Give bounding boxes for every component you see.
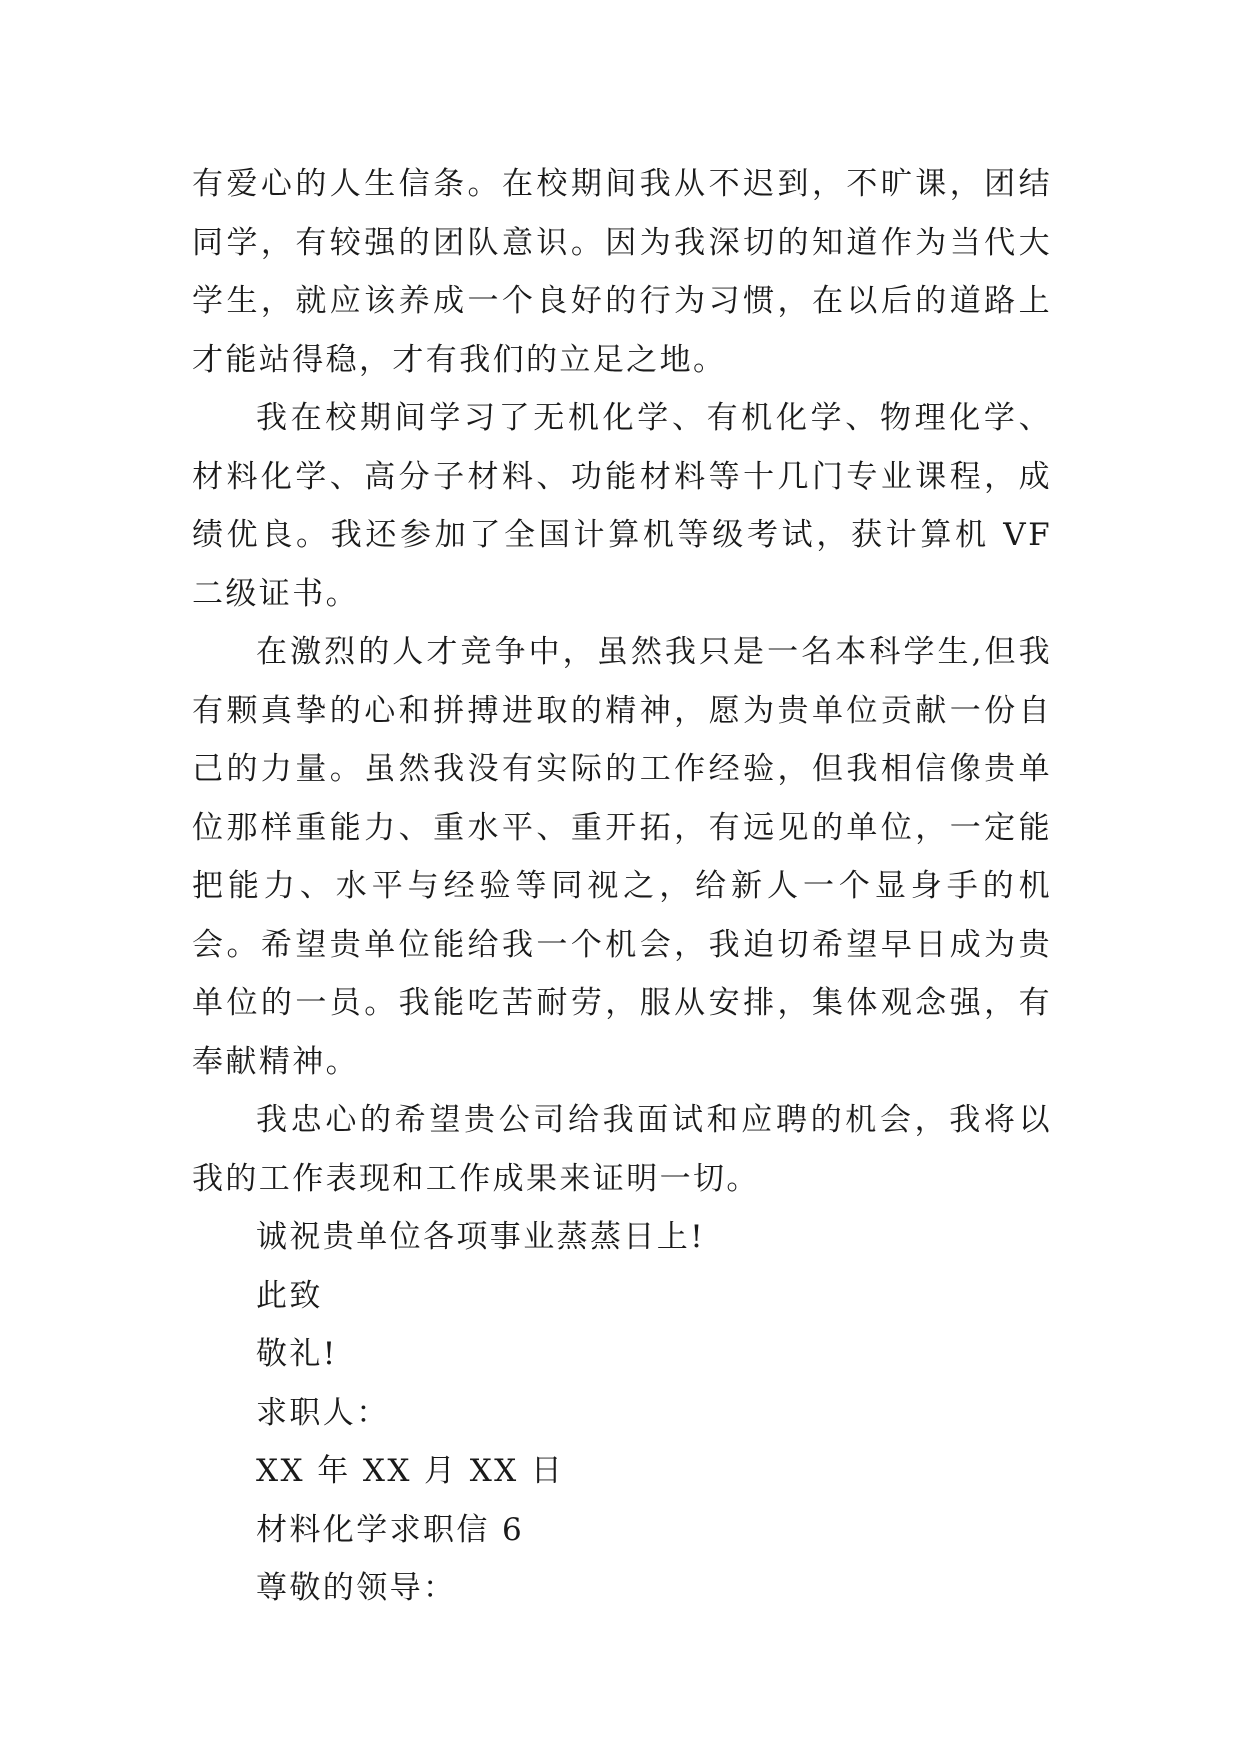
closing-salutation: 此致 xyxy=(256,1277,323,1314)
applicant-label: 求职人： xyxy=(256,1394,390,1431)
paragraph-continuation: 有爱心的人生信条。在校期间我从不迟到，不旷课，团结同学，有较强的团队意识。因为我深切的知道作为当代大学生，就应该养成一个良好的行为习惯，在以后的道路上才能站得稳，才有我们的立足之地。 xyxy=(192,166,1052,378)
next-letter-salutation: 尊敬的领导： xyxy=(256,1570,457,1606)
paragraph-interview-request: 我忠心的希望贵公司给我面试和应聘的机会，我将以我的工作表现和工作成果来证明一切。 xyxy=(192,1102,1052,1197)
paragraph-courses: 我在校期间学习了无机化学、有机化学、物理化学、材料化学、高分子材料、功能材料等十几门专业课程，成绩优良。我还参加了全国计算机等级考试，获计算机 VF 二级证书。 xyxy=(192,400,1052,612)
paragraph-competition: 在激烈的人才竞争中，虽然我只是一名本科学生,但我有颗真挚的心和拼搏进取的精神，愿为贵单位贡献一份自己的力量。虽然我没有实际的工作经验，但我相信像贵单位那样重能力、重水平、重开拓，有远见的单位，一定能把能力、水平与经验等同视之，给新人一个显身手的机会。希望贵单位能给我一个机会，我迫切希望早日成为贵单位的一员。我能吃苦耐劳，服从安排，集体观念强，有奉献精神。 xyxy=(192,634,1052,1080)
next-letter-title: 材料化学求职信 6 xyxy=(256,1511,525,1548)
letter-date: XX 年 XX 月 XX 日 xyxy=(256,1453,565,1489)
closing-regards: 敬礼! xyxy=(256,1336,338,1372)
letter-body xyxy=(192,155,1052,1618)
closing-wish: 诚祝贵单位各项事业蒸蒸日上! xyxy=(256,1219,706,1255)
